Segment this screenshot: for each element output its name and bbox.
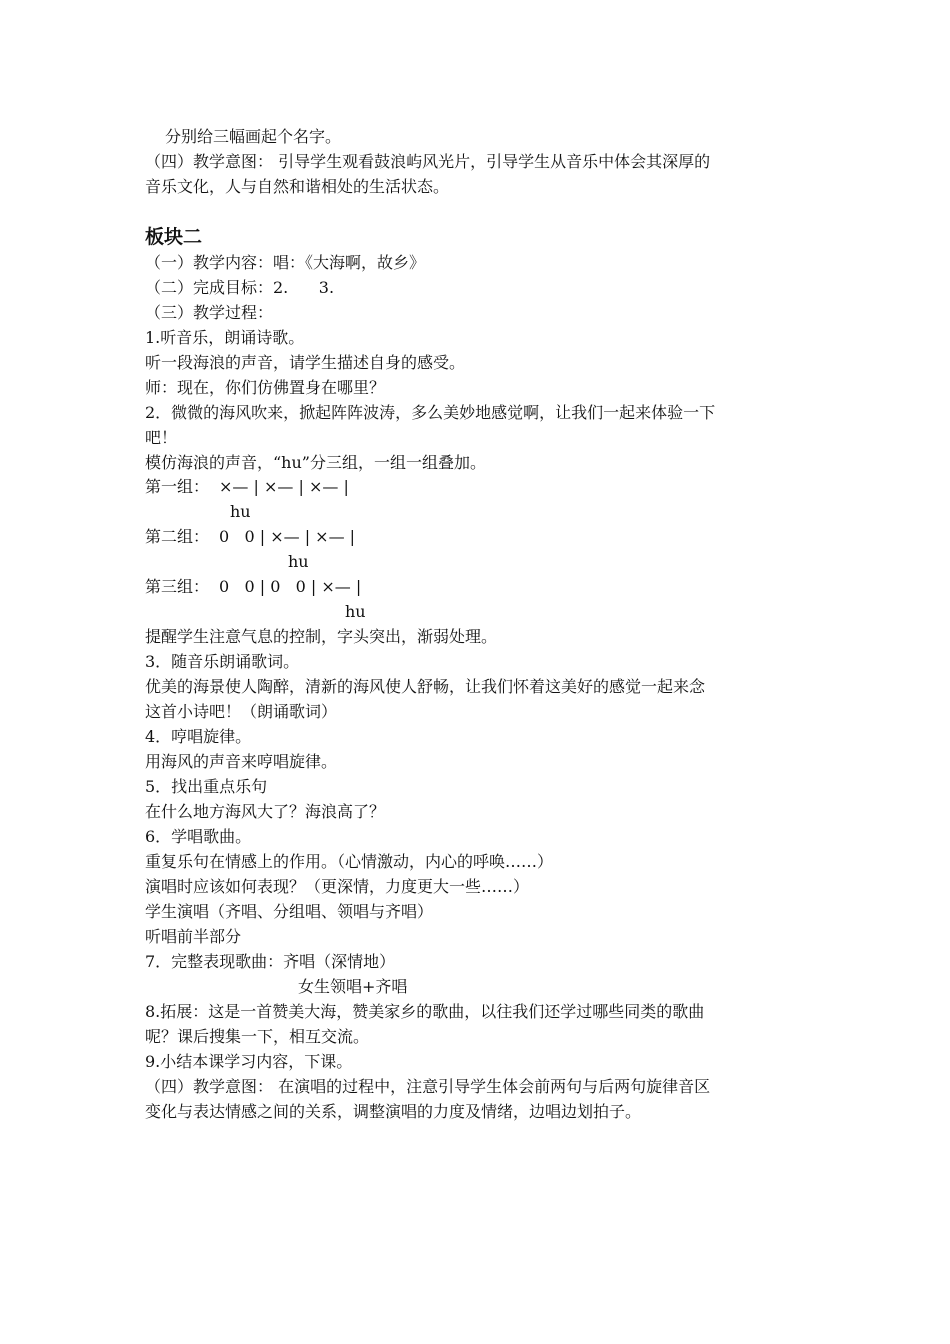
rhythm-group-label: 第二组： — [145, 527, 210, 546]
step-4-text-a: 用海风的声音来哼唱旋律。 — [145, 752, 338, 771]
teaching-intent-2-line2: 变化与表达情感之间的关系，调整演唱的力度及情绪，边唱边划拍子。 — [145, 1102, 642, 1121]
rhythm-group-label: 第一组： — [145, 477, 210, 496]
step-1-text-a: 听一段海浪的声音，请学生描述自身的感受。 — [145, 353, 466, 372]
rhythm-syllable: hu — [345, 602, 366, 621]
step-6-text-c: 学生演唱（齐唱、分组唱、领唱与齐唱） — [145, 902, 434, 921]
step-6-text-d: 听唱前半部分 — [145, 927, 242, 946]
rhythm-notes: 0 0 | 0 0 | ×— | — [219, 577, 362, 596]
step-5-title: 5．找出重点乐句 — [145, 777, 268, 796]
step-8-text-a: 8.拓展：这是一首赞美大海，赞美家乡的歌曲，以往我们还学过哪些同类的歌曲 — [145, 1002, 705, 1021]
teaching-intent-2-line1: （四）教学意图： 在演唱的过程中，注意引导学生体会前两句与后两句旋律音区 — [145, 1077, 711, 1096]
step-9-text: 9.小结本课学习内容，下课。 — [145, 1052, 353, 1071]
step-8-text-b: 呢？课后搜集一下，相互交流。 — [145, 1027, 370, 1046]
step-7-title: 7．完整表现歌曲：齐唱（深情地） — [145, 952, 396, 971]
rhythm-group-1 — [145, 477, 349, 497]
step-6-title: 6．学唱歌曲。 — [145, 827, 252, 846]
step-3-text-b: 这首小诗吧！（朗诵歌词） — [145, 702, 338, 721]
teaching-process: （三）教学过程： — [145, 303, 274, 322]
breath-reminder: 提醒学生注意气息的控制，字头突出，渐弱处理。 — [145, 627, 498, 646]
rhythm-syllable: hu — [230, 502, 251, 521]
rhythm-group-3 — [145, 577, 361, 597]
step-2-text-c: 模仿海浪的声音，“hu”分三组，一组一组叠加。 — [145, 453, 486, 472]
rhythm-group-2 — [145, 527, 355, 547]
step-1-title: 1.听音乐，朗诵诗歌。 — [145, 328, 305, 347]
step-3-title: 3．随音乐朗诵歌词。 — [145, 652, 300, 671]
step-6-text-a: 重复乐句在情感上的作用。（心情激动，内心的呼唤……） — [145, 852, 554, 871]
step-7-text-a: 女生领唱+齐唱 — [298, 977, 408, 996]
rhythm-syllable: hu — [288, 552, 309, 571]
teaching-intent-1-line2: 音乐文化，人与自然和谐相处的生活状态。 — [145, 177, 450, 196]
section-heading: 板块二 — [145, 226, 203, 248]
step-5-text-a: 在什么地方海风大了？海浪高了？ — [145, 802, 386, 821]
completion-goals: （二）完成目标：2. 3. — [145, 278, 335, 297]
step-6-text-b: 演唱时应该如何表现？（更深情，力度更大一些……） — [145, 877, 530, 896]
step-2-text-b: 吧！ — [145, 428, 178, 447]
rhythm-group-label: 第三组： — [145, 577, 210, 596]
step-1-text-b: 师：现在，你们仿佛置身在哪里？ — [145, 378, 386, 397]
step-4-title: 4．哼唱旋律。 — [145, 727, 252, 746]
rhythm-notes: 0 0 | ×— | ×— | — [219, 527, 356, 546]
step-2-text-a: 2．微微的海风吹来，掀起阵阵波涛，多么美妙地感觉啊，让我们一起来体验一下 — [145, 403, 716, 422]
step-3-text-a: 优美的海景使人陶醉，清新的海风使人舒畅，让我们怀着这美好的感觉一起来念 — [145, 677, 706, 696]
teaching-intent-1-line1: （四）教学意图： 引导学生观看鼓浪屿风光片，引导学生从音乐中体会其深厚的 — [145, 152, 711, 171]
teaching-content: （一）教学内容：唱：《大海啊，故乡》 — [145, 253, 426, 272]
naming-instruction: 分别给三幅画起个名字。 — [165, 127, 342, 146]
rhythm-notes: ×— | ×— | ×— | — [219, 477, 349, 496]
